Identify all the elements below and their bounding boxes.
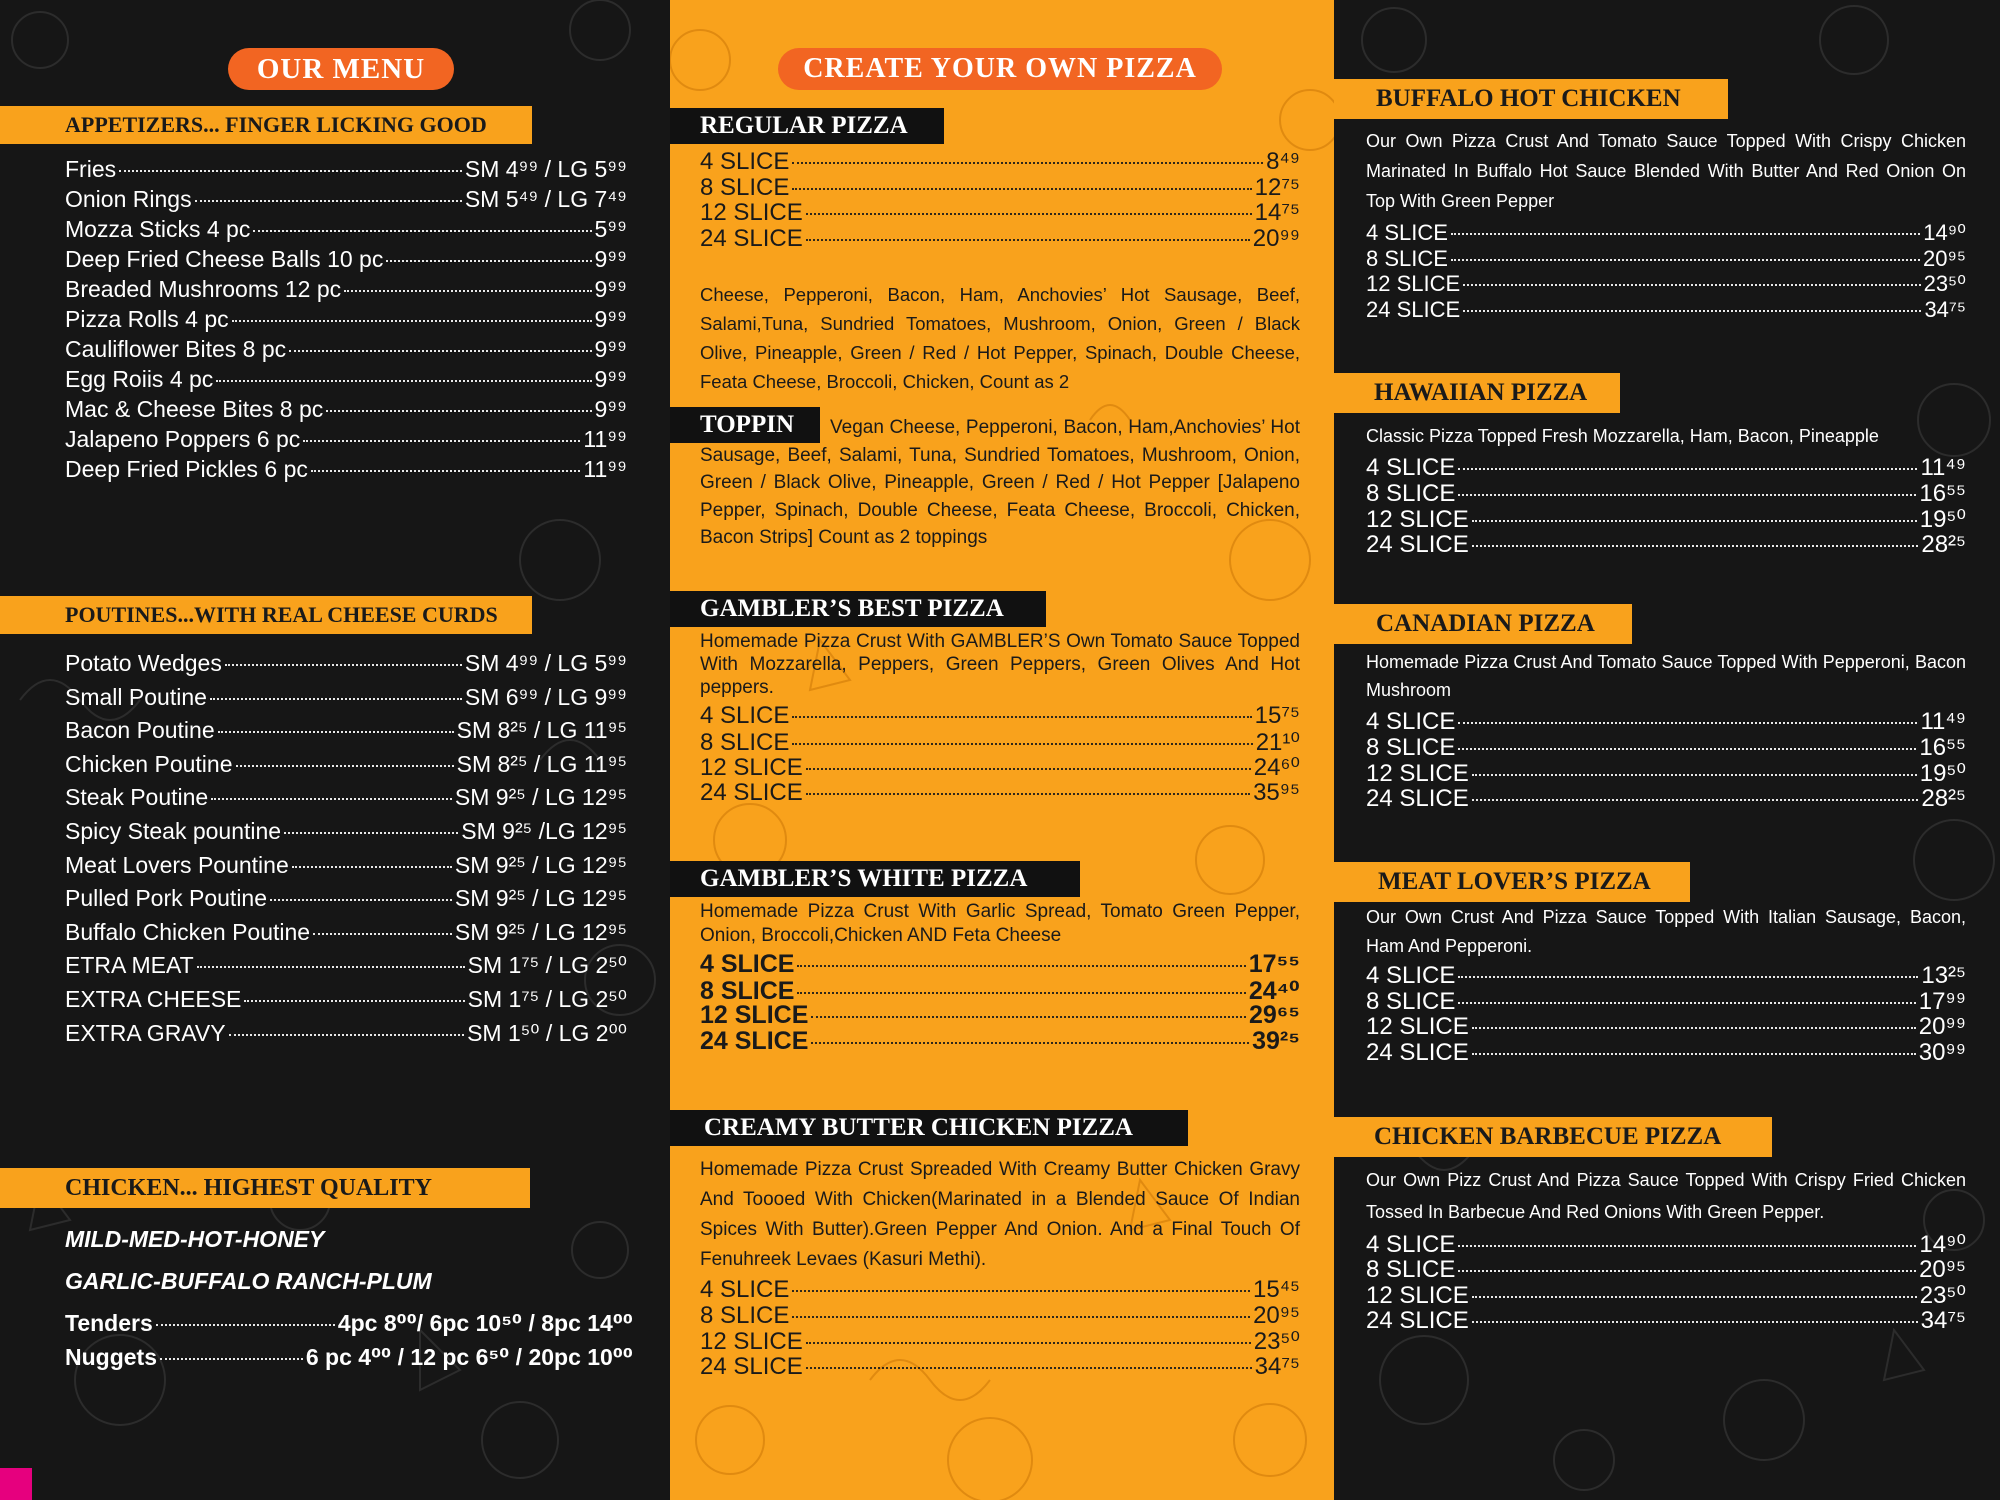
menu-item-row [1366, 988, 1966, 1014]
menu-item-row [65, 1310, 633, 1344]
menu-item-row [1366, 505, 1966, 531]
dot-leader [216, 380, 591, 382]
menu-item-price: SM 1⁵⁰ / LG 2⁰⁰ [467, 1019, 627, 1046]
menu-item-name: EXTRA GRAVY [65, 1019, 226, 1046]
dot-leader [1463, 310, 1921, 312]
menu-item-row [1366, 759, 1966, 785]
right-panel [1334, 0, 2000, 1500]
menu-item-row [700, 976, 1300, 1005]
menu-item-name: Pulled Pork Poutine [65, 885, 268, 912]
menu-item-price: SM 9²⁵ / LG 12⁹⁵ [454, 885, 627, 912]
dot-leader [1472, 774, 1917, 776]
menu-item-price: 9⁹⁹ [594, 306, 627, 332]
butter-chicken-heading: CREAMY BUTTER CHICKEN PIZZA [670, 1110, 1188, 1146]
menu-item-name: Spicy Steak pountine [65, 817, 282, 844]
dot-leader [1451, 233, 1920, 235]
middle-panel [670, 0, 1334, 1500]
menu-item-price: 14⁹⁰ [1923, 220, 1966, 245]
menu-item-price: 20⁹⁵ [1922, 245, 1966, 271]
menu-item-name: Potato Wedges [65, 650, 222, 676]
menu-item-price: 14⁹⁰ [1919, 1231, 1966, 1258]
dot-leader [197, 966, 465, 968]
menu-item-row [65, 1020, 627, 1054]
menu-item-row [65, 952, 627, 986]
menu-item-name: 4 SLICE [1366, 708, 1456, 735]
menu-item-row [700, 950, 1300, 976]
dot-leader [797, 992, 1245, 994]
menu-item-name: Nuggets [65, 1344, 157, 1370]
dot-leader [1458, 1002, 1915, 1004]
menu-item-row [65, 306, 627, 336]
menu-item-price: 28²⁵ [1921, 784, 1966, 812]
menu-item-price: 11⁴⁹ [1920, 454, 1966, 481]
menu-item-name: 8 SLICE [700, 1301, 790, 1329]
menu-item-row [1366, 1039, 1966, 1065]
regular-pizza-description: Cheese, Pepperoni, Bacon, Ham, Anchovies’ Hot Sausage, Beef, Salami,Tuna, Sundried Tomatoes, Mushroom, Onion, Green / Black Olive, Pineapple, Green / Red / Hot Pepper, Spinach, Double Cheese, Feata Cheese, Broccoli, Chicken, Count as 2 [700, 284, 1300, 392]
menu-item-row [1366, 454, 1966, 480]
menu-item-price: 9⁹⁹ [594, 276, 627, 302]
menu-item-price: 8⁴⁹ [1266, 148, 1300, 175]
menu-item-name: 12 SLICE [700, 754, 803, 781]
menu-item-row [1366, 708, 1966, 734]
dot-leader [1458, 1270, 1916, 1272]
dot-leader [292, 866, 452, 868]
dot-leader [792, 1316, 1250, 1318]
menu-item-row [1366, 297, 1966, 323]
dot-leader [792, 716, 1251, 718]
menu-item-price: 9⁹⁹ [594, 396, 627, 422]
menu-item-row [700, 1302, 1300, 1328]
menu-item-price: SM 5⁴⁹ / LG 7⁴⁹ [464, 186, 627, 212]
menu-item-price: 20⁹⁹ [1252, 224, 1300, 252]
dot-leader [792, 188, 1251, 190]
menu-item-name: Meat Lovers Pountine [65, 851, 289, 878]
menu-item-price: 6 pc 4⁰⁰ / 12 pc 6⁵⁰ / 20pc 10⁰⁰ [305, 1344, 633, 1370]
menu-item-row [700, 1327, 1300, 1353]
dot-leader [806, 768, 1251, 770]
menu-item-row [1366, 480, 1966, 506]
menu-item-price: SM 9²⁵ / LG 12⁹⁵ [454, 918, 627, 945]
menu-item-price: 34⁷⁵ [1254, 1352, 1300, 1380]
menu-item-row [65, 246, 627, 276]
menu-item-row [700, 728, 1300, 754]
menu-item-price: 5⁹⁹ [594, 216, 627, 242]
menu-item-name: 24 SLICE [1366, 530, 1469, 558]
menu-item-price: 29⁶⁵ [1248, 1001, 1300, 1029]
menu-item-price: SM 4⁹⁹ / LG 5⁹⁹ [464, 156, 627, 182]
menu-item-price: 21¹⁰ [1255, 728, 1300, 756]
menu-item-row [65, 919, 627, 953]
menu-item-row [1366, 246, 1966, 272]
menu-item-name: Buffalo Chicken Poutine [65, 918, 311, 945]
menu-item-name: 8 SLICE [700, 173, 790, 201]
toppin-description-text: Vegan Cheese, Pepperoni, Bacon, Ham,Anchovies’ Hot Sausage, Beef, Salami, Tuna, Sundried Tomatoes, Mushroom, Onion, Green / Black Olive, Pineapple, Green / Red / Hot Pepper [Jalapeno Pepper, Spinach, Double Cheese, Feata Cheese, Broccoli, Chicken, Bacon Strips] Count as 2 toppings [700, 417, 1300, 548]
menu-item-name: 24 SLICE [700, 224, 803, 252]
dot-leader [313, 933, 452, 935]
menu-item-row [65, 1344, 633, 1378]
buffalo-hot-chicken-sizes [1366, 220, 1966, 322]
menu-item-row [1366, 734, 1966, 760]
menu-item-name: 24 SLICE [700, 1026, 809, 1055]
toppin-heading: TOPPIN [670, 407, 820, 443]
menu-item-row [700, 779, 1300, 805]
menu-item-name: 12 SLICE [700, 199, 803, 226]
menu-item-price: 23⁵⁰ [1253, 1328, 1300, 1355]
menu-item-price: 23⁵⁰ [1919, 1282, 1966, 1309]
menu-item-row [65, 650, 627, 684]
menu-item-row [700, 1001, 1300, 1027]
menu-item-name: Chicken Poutine [65, 750, 233, 777]
menu-item-row [65, 818, 627, 852]
dot-leader [1451, 259, 1920, 261]
menu-item-row [700, 1276, 1300, 1302]
menu-item-name: Bacon Poutine [65, 717, 215, 744]
menu-item-name: 4 SLICE [700, 950, 795, 978]
menu-item-row [65, 456, 627, 486]
gamblers-best-heading: GAMBLER’S BEST PIZZA [670, 591, 1046, 627]
menu-item-row [1366, 271, 1966, 297]
menu-item-price: 15⁷⁵ [1254, 702, 1300, 729]
dot-leader [1472, 799, 1919, 801]
menu-item-name: 24 SLICE [1366, 784, 1469, 812]
dot-leader [244, 1000, 464, 1002]
chicken-flavors-line-1: MILD-MED-HOT-HONEY [65, 1226, 325, 1252]
appetizers-heading: APPETIZERS... FINGER LICKING GOOD [0, 106, 532, 144]
dot-leader [289, 350, 591, 352]
create-your-own-pizza-title: CREATE YOUR OWN PIZZA [778, 48, 1222, 90]
menu-item-name: 8 SLICE [1366, 245, 1448, 271]
menu-item-name: 4 SLICE [1366, 1231, 1456, 1258]
menu-item-name: 4 SLICE [1366, 454, 1456, 481]
dot-leader [229, 1034, 464, 1036]
dot-leader [218, 731, 454, 733]
menu-item-name: 8 SLICE [1366, 1255, 1456, 1283]
chicken-barbecue-description: Our Own Pizz Crust And Pizza Sauce Topped With Crispy Fried Chicken Tossed In Barbecue And Red Onions With Green Pepper. [1366, 1170, 1966, 1222]
butter-chicken-description: Homemade Pizza Crust Spreaded With Creamy Butter Chicken Gravy And Toooed With Chicken(Marinated in a Blended Sauce Of Indian Spices With Butter).Green Pepper And Onion. And a Final Touch Of Fenuhreek Levaes (Kasuri Methi). [700, 1159, 1300, 1270]
menu-item-price: SM 1⁷⁵ / LG 2⁵⁰ [467, 952, 627, 979]
menu-item-name: 4 SLICE [1366, 962, 1456, 989]
dot-leader [225, 664, 462, 666]
dot-leader [1458, 468, 1917, 470]
menu-item-row [65, 751, 627, 785]
menu-item-name: Deep Fried Cheese Balls 10 pc [65, 246, 384, 272]
canadian-sizes [1366, 708, 1966, 810]
menu-item-row [65, 216, 627, 246]
chicken-barbecue-heading: CHICKEN BARBECUE PIZZA [1334, 1117, 1772, 1157]
gamblers-white-description: Homemade Pizza Crust With Garlic Spread, Tomato Green Pepper, Onion, Broccoli,Chicken AND Feta Cheese [700, 901, 1300, 946]
menu-item-name: Small Poutine [65, 683, 207, 710]
menu-item-name: Jalapeno Poppers 6 pc [65, 426, 301, 452]
menu-item-price: 35⁹⁵ [1253, 778, 1300, 806]
menu-item-name: 12 SLICE [700, 1001, 809, 1029]
dot-leader [1472, 545, 1919, 547]
menu-item-name: Steak Poutine [65, 784, 209, 811]
menu-item-price: SM 9²⁵ / LG 12⁹⁵ [454, 784, 627, 811]
menu-item-price: 34⁷⁵ [1920, 1306, 1966, 1334]
menu-item-row [700, 148, 1300, 174]
menu-item-price: 20⁹⁹ [1918, 1013, 1966, 1040]
menu-item-price: 17⁹⁹ [1918, 987, 1966, 1015]
menu-item-row [65, 426, 627, 456]
dot-leader [311, 470, 581, 472]
chicken-list [65, 1310, 633, 1378]
regular-pizza-heading: REGULAR PIZZA [670, 108, 944, 144]
menu-item-name: 12 SLICE [1366, 271, 1461, 296]
canadian-heading: CANADIAN PIZZA [1334, 604, 1632, 644]
menu-item-price: SM 1⁷⁵ / LG 2⁵⁰ [467, 985, 627, 1012]
menu-item-row [65, 717, 627, 751]
meat-lovers-description: Our Own Crust And Pizza Sauce Topped With Italian Sausage, Bacon, Ham And Pepperoni. [1366, 907, 1966, 956]
dot-leader [1458, 748, 1916, 750]
meat-lovers-sizes [1366, 962, 1966, 1064]
menu-item-price: SM 9²⁵ / LG 12⁹⁵ [454, 851, 627, 878]
menu-item-price: 24⁴⁰ [1248, 976, 1300, 1005]
menu-item-name: 4 SLICE [700, 1276, 790, 1303]
menu-item-price: SM 4⁹⁹ / LG 5⁹⁹ [464, 650, 627, 676]
menu-item-price: 23⁵⁰ [1923, 271, 1966, 296]
buffalo-hot-chicken-heading: BUFFALO HOT CHICKEN [1334, 79, 1728, 119]
menu-item-row [1366, 785, 1966, 811]
dot-leader [1472, 1053, 1916, 1055]
menu-item-price: 20⁹⁵ [1253, 1301, 1300, 1329]
menu-item-price: SM 9²⁵ /LG 12⁹⁵ [461, 817, 627, 844]
dot-leader [344, 290, 591, 292]
menu-item-price: 9⁹⁹ [594, 336, 627, 362]
menu-item-row [1366, 1281, 1966, 1307]
toppin-description [700, 414, 1300, 552]
menu-item-row [700, 225, 1300, 251]
gamblers-white-sizes [700, 950, 1300, 1055]
meat-lovers-heading: MEAT LOVER’S PIZZA [1334, 862, 1690, 902]
menu-item-row [65, 852, 627, 886]
menu-item-name: Mac & Cheese Bites 8 pc [65, 396, 324, 422]
menu-item-name: Fries [65, 156, 117, 182]
menu-item-price: 16⁵⁵ [1919, 479, 1966, 507]
menu-item-name: Breaded Mushrooms 12 pc [65, 276, 342, 302]
menu-item-row [1366, 1307, 1966, 1333]
dot-leader [792, 162, 1263, 164]
dot-leader [1458, 722, 1917, 724]
gamblers-best-sizes [700, 702, 1300, 804]
dot-leader [1472, 1296, 1917, 1298]
gamblers-white-heading: GAMBLER’S WHITE PIZZA [670, 861, 1080, 897]
regular-pizza-sizes [700, 148, 1300, 250]
menu-item-price: 19⁵⁰ [1919, 506, 1966, 533]
dot-leader [1472, 520, 1917, 522]
menu-item-row [700, 1027, 1300, 1053]
menu-item-price: 17⁵⁵ [1248, 950, 1300, 978]
menu-item-row [700, 1353, 1300, 1379]
menu-item-row [65, 684, 627, 718]
menu-item-price: 28²⁵ [1921, 530, 1966, 558]
menu-item-row [65, 276, 627, 306]
menu-item-row [65, 156, 627, 186]
hawaiian-sizes [1366, 454, 1966, 556]
menu-item-row [65, 885, 627, 919]
menu-item-row [1366, 962, 1966, 988]
dot-leader [806, 239, 1250, 241]
dot-leader [270, 899, 452, 901]
dot-leader [284, 832, 458, 834]
menu-item-price: 4pc 8⁰⁰/ 6pc 10⁵⁰ / 8pc 14⁰⁰ [337, 1310, 633, 1336]
poutines-heading: POUTINES...WITH REAL CHEESE CURDS [0, 596, 532, 634]
menu-item-name: Pizza Rolls 4 pc [65, 306, 229, 332]
corner-marker [0, 1468, 32, 1500]
dot-leader [232, 320, 592, 322]
menu-item-price: 19⁵⁰ [1919, 760, 1966, 787]
menu-item-row [1366, 1230, 1966, 1256]
dot-leader [1458, 1245, 1916, 1247]
menu-item-row [1366, 531, 1966, 557]
dot-leader [806, 1367, 1252, 1369]
dot-leader [806, 793, 1250, 795]
menu-item-name: 8 SLICE [700, 728, 790, 756]
chicken-barbecue-sizes [1366, 1230, 1966, 1332]
menu-item-name: ETRA MEAT [65, 952, 194, 979]
dot-leader [811, 1042, 1249, 1044]
dot-leader [119, 170, 462, 172]
menu-item-name: 24 SLICE [1366, 1306, 1469, 1334]
dot-leader [1463, 284, 1920, 286]
menu-item-price: 13²⁵ [1921, 962, 1966, 989]
dot-leader [386, 260, 591, 262]
menu-item-name: Cauliflower Bites 8 pc [65, 336, 287, 362]
dot-leader [792, 743, 1252, 745]
dot-leader [806, 1342, 1251, 1344]
dot-leader [156, 1324, 335, 1326]
left-panel [0, 0, 670, 1500]
menu-item-name: Tenders [65, 1310, 153, 1336]
dot-leader [210, 698, 462, 700]
menu-item-price: 20⁹⁵ [1919, 1255, 1966, 1283]
menu-item-name: Mozza Sticks 4 pc [65, 216, 251, 242]
menu-item-name: 24 SLICE [1366, 1038, 1469, 1066]
dot-leader [326, 410, 591, 412]
dot-leader [236, 765, 454, 767]
menu-item-name: EXTRA CHEESE [65, 985, 242, 1012]
dot-leader [1458, 976, 1918, 978]
menu-item-price: 15⁴⁵ [1253, 1276, 1300, 1303]
menu-item-name: 24 SLICE [1366, 296, 1461, 322]
menu-item-row [700, 702, 1300, 728]
menu-item-row [1366, 1256, 1966, 1282]
dot-leader [1472, 1321, 1918, 1323]
menu-item-name: 4 SLICE [700, 148, 790, 175]
menu-item-price: 39²⁵ [1252, 1026, 1300, 1055]
dot-leader [1458, 494, 1916, 496]
menu-item-name: 12 SLICE [1366, 1013, 1469, 1040]
menu-item-price: 16⁵⁵ [1919, 733, 1966, 761]
menu-item-price: 9⁹⁹ [594, 366, 627, 392]
menu-item-name: 24 SLICE [700, 1352, 803, 1380]
menu-item-row [700, 753, 1300, 779]
dot-leader [211, 798, 452, 800]
dot-leader [806, 213, 1252, 215]
menu-item-price: 24⁶⁰ [1253, 754, 1300, 781]
dot-leader [195, 200, 462, 202]
menu-item-name: 8 SLICE [1366, 733, 1456, 761]
menu-item-price: 14⁷⁵ [1254, 199, 1300, 226]
menu-item-row [1366, 220, 1966, 246]
dot-leader [811, 1016, 1246, 1018]
chicken-heading: CHICKEN... HIGHEST QUALITY [0, 1168, 530, 1208]
menu-item-price: 34⁷⁵ [1924, 296, 1966, 322]
menu-item-row [65, 784, 627, 818]
menu-item-price: SM 8²⁵ / LG 11⁹⁵ [456, 717, 627, 744]
menu-item-row [65, 396, 627, 426]
menu-item-row [700, 174, 1300, 200]
our-menu-title: OUR MENU [228, 48, 454, 90]
menu-item-price: 11⁹⁹ [583, 426, 627, 452]
buffalo-hot-chicken-description: Our Own Pizza Crust And Tomato Sauce Topped With Crispy Chicken Marinated In Buffalo Hot Sauce Blended With Butter And Red Onion On Top With Green Pepper [1366, 131, 1966, 211]
menu-item-name: 12 SLICE [1366, 760, 1469, 787]
menu-item-name: Onion Rings [65, 186, 192, 212]
menu-item-price: 12⁷⁵ [1254, 173, 1300, 201]
menu-item-price: SM 8²⁵ / LG 11⁹⁵ [456, 750, 627, 777]
menu-item-price: 11⁹⁹ [583, 456, 627, 482]
menu-item-price: 30⁹⁹ [1918, 1038, 1966, 1066]
menu-item-name: 8 SLICE [700, 976, 795, 1005]
menu-item-name: 4 SLICE [700, 702, 790, 729]
chicken-flavors-line-2: GARLIC-BUFFALO RANCH-PLUM [65, 1268, 432, 1294]
menu-item-price: 11⁴⁹ [1920, 708, 1966, 735]
menu-item-name: Deep Fried Pickles 6 pc [65, 456, 308, 482]
menu-item-name: 12 SLICE [700, 1328, 803, 1355]
menu-item-row [1366, 1013, 1966, 1039]
appetizers-list [65, 156, 627, 486]
dot-leader [792, 1290, 1250, 1292]
menu-item-row [65, 366, 627, 396]
menu-item-row [65, 986, 627, 1020]
menu-item-name: 24 SLICE [700, 778, 803, 806]
menu-item-row [700, 199, 1300, 225]
butter-chicken-sizes [700, 1276, 1300, 1378]
menu-item-name: 4 SLICE [1366, 220, 1448, 245]
dot-leader [160, 1358, 303, 1360]
dot-leader [1472, 1027, 1916, 1029]
menu-item-name: Egg Roiis 4 pc [65, 366, 214, 392]
menu-item-name: 12 SLICE [1366, 1282, 1469, 1309]
gamblers-best-description: Homemade Pizza Crust With GAMBLER’S Own Tomato Sauce Topped With Mozzarella, Peppers, Green Peppers, Green Olives And Hot peppers. [700, 631, 1300, 698]
menu-item-row [65, 336, 627, 366]
dot-leader [797, 965, 1245, 967]
canadian-description: Homemade Pizza Crust And Tomato Sauce Topped With Pepperoni, Bacon Mushroom [1366, 652, 1966, 700]
menu-item-name: 8 SLICE [1366, 479, 1456, 507]
menu-item-name: 12 SLICE [1366, 506, 1469, 533]
hawaiian-description: Classic Pizza Topped Fresh Mozzarella, Ham, Bacon, Pineapple [1366, 426, 1879, 446]
menu-item-name: 8 SLICE [1366, 987, 1456, 1015]
hawaiian-heading: HAWAIIAN PIZZA [1334, 373, 1620, 413]
menu-item-row [65, 186, 627, 216]
dot-leader [253, 230, 591, 232]
poutines-list [65, 650, 627, 1053]
dot-leader [303, 440, 580, 442]
menu-item-price: SM 6⁹⁹ / LG 9⁹⁹ [464, 683, 627, 710]
menu-item-price: 9⁹⁹ [594, 246, 627, 272]
